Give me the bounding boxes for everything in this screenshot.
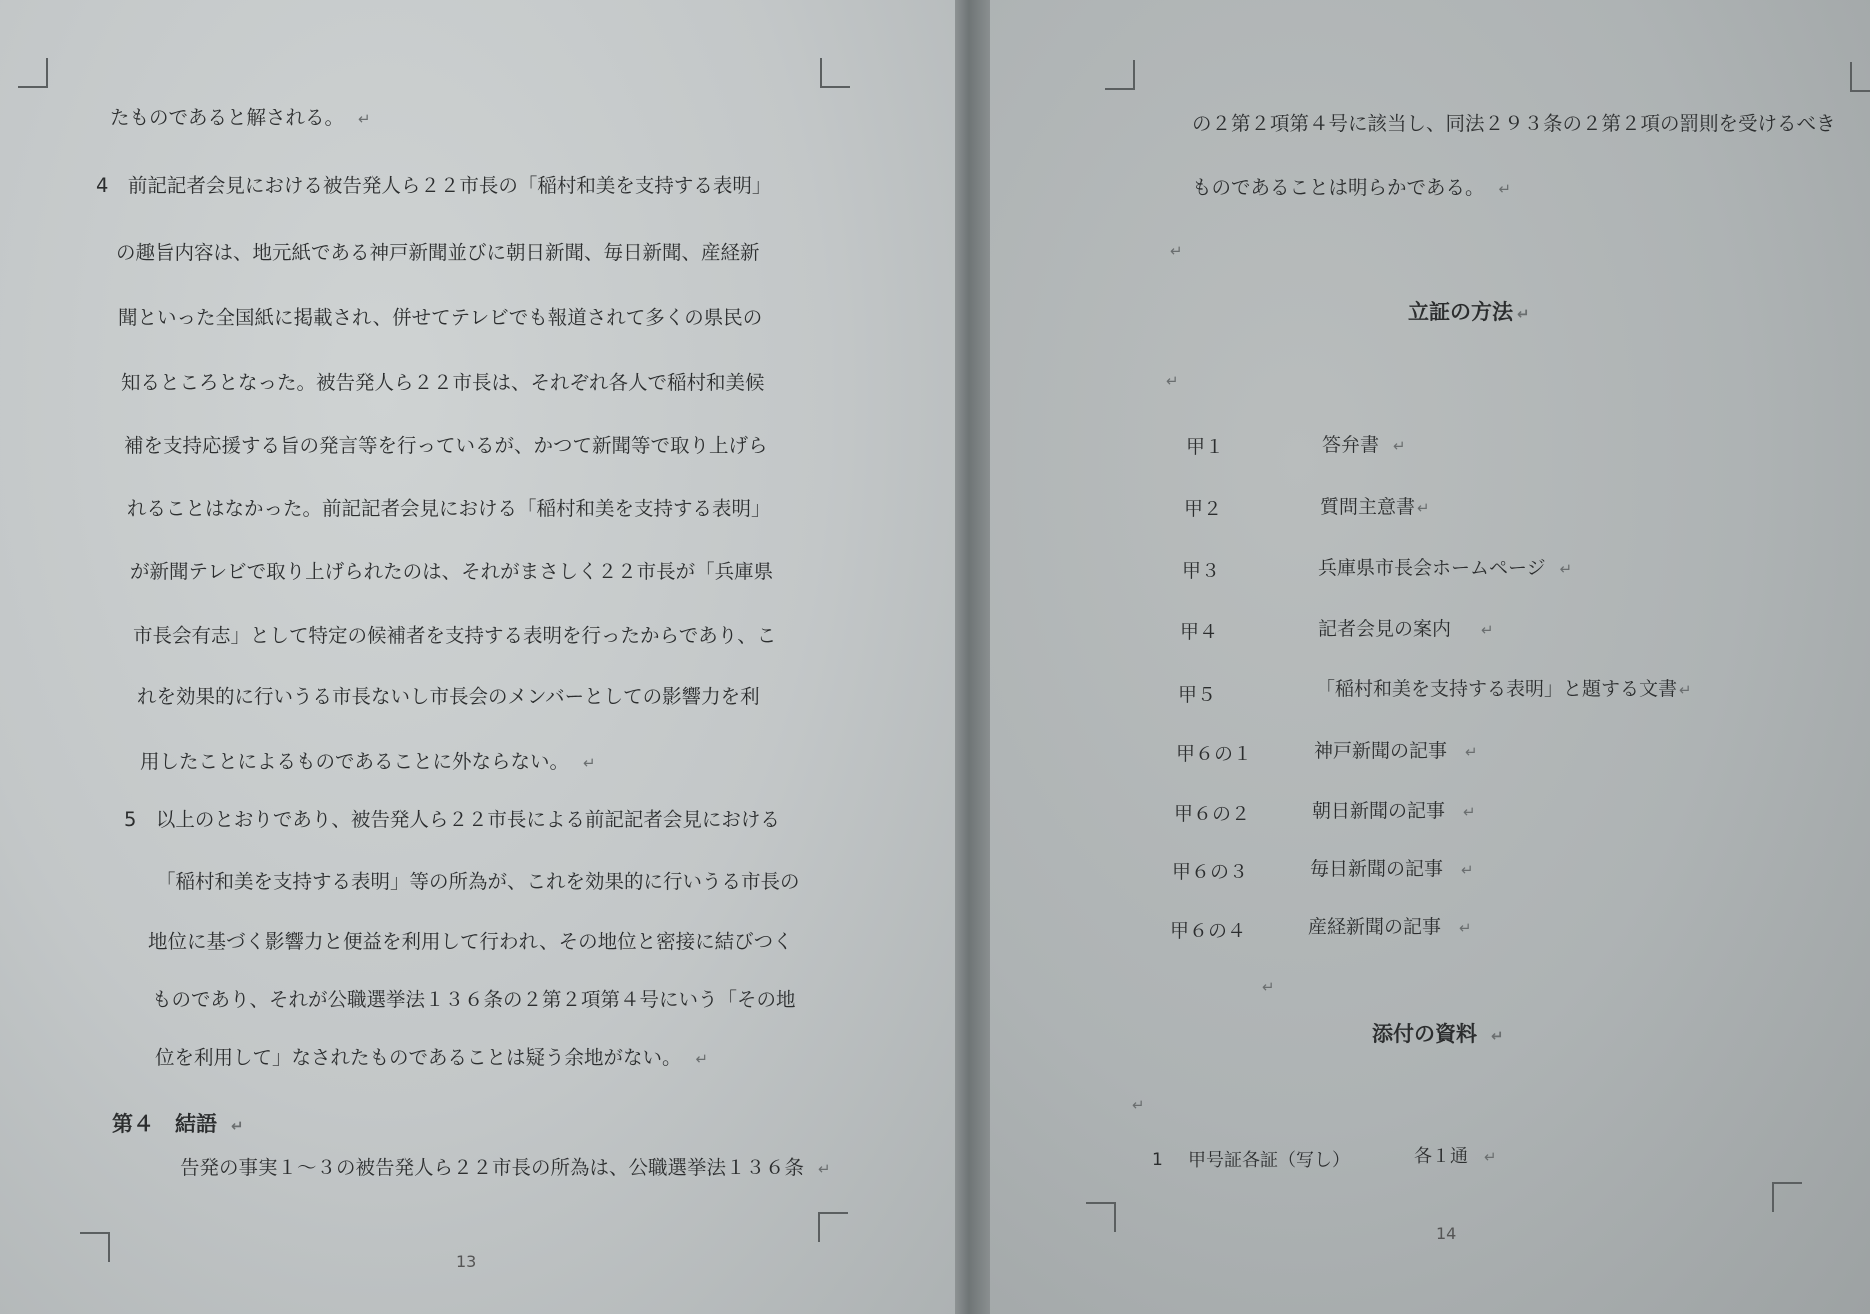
empty-paragraph: ↵: [1166, 372, 1179, 390]
body-line: 地位に基づく影響力と便益を利用して行われ、その地位と密接に結びつく: [148, 930, 793, 953]
body-line: の２第２項第４号に該当し、同法２９３条の２第２項の罰則を受けるべき: [1192, 112, 1836, 135]
evidence-document: 毎日新聞の記事 ↵: [1310, 858, 1474, 880]
body-line: ものであり、それが公職選挙法１３６条の２第２項第４号にいう「その地: [152, 988, 796, 1011]
evidence-document: 兵庫県市長会ホームページ ↵: [1318, 557, 1573, 579]
crop-mark-top-right: [1850, 62, 1870, 92]
page-number: 13: [456, 1252, 477, 1271]
empty-paragraph: ↵: [1170, 242, 1183, 260]
evidence-label: 甲３: [1182, 560, 1221, 582]
body-line: 市長会有志」として特定の候補者を支持する表明を行ったからであり、こ: [133, 624, 777, 647]
evidence-label: 甲２: [1184, 498, 1223, 520]
page-gutter: [955, 0, 990, 1314]
crop-mark-top-left: [18, 58, 48, 88]
evidence-heading: 立証の方法 ↵: [1408, 300, 1530, 324]
body-line: 知るところとなった。被告発人ら２２市長は、それぞれ各人で稲村和美候: [121, 371, 765, 394]
crop-mark-bottom-left: [80, 1232, 110, 1262]
evidence-document: 朝日新聞の記事 ↵: [1312, 800, 1476, 822]
body-line: 4 前記記者会見における被告発人ら２２市長の「稲村和美を支持する表明」: [96, 174, 772, 197]
body-line: が新聞テレビで取り上げられたのは、それがまさしく２２市長が「兵庫県: [130, 560, 774, 583]
body-line: たものであると解される。 ↵: [110, 106, 371, 129]
evidence-label: 甲６の４: [1170, 920, 1247, 942]
attachment-name: 甲号証各証（写し）: [1188, 1150, 1350, 1171]
evidence-document: 記者会見の案内 ↵: [1318, 618, 1494, 640]
evidence-label: 甲１: [1186, 436, 1225, 458]
empty-paragraph: ↵: [1262, 978, 1275, 996]
crop-mark-bottom-left: [1086, 1202, 1116, 1232]
evidence-document: 答弁書 ↵: [1322, 434, 1406, 456]
crop-mark-top-left: [1105, 60, 1135, 90]
right-page: [990, 0, 1870, 1314]
crop-mark-top-right: [820, 58, 850, 88]
section-heading: 第４ 結語 ↵: [112, 1112, 244, 1136]
evidence-label: 甲６の１: [1176, 743, 1253, 765]
evidence-document: 神戸新聞の記事 ↵: [1314, 740, 1478, 762]
body-line: れることはなかった。前記記者会見における「稲村和美を支持する表明」: [127, 497, 771, 520]
evidence-label: 甲６の２: [1174, 803, 1251, 825]
evidence-label: 甲４: [1180, 621, 1219, 643]
body-line: ものであることは明らかである。 ↵: [1192, 176, 1512, 199]
body-line: 告発の事実１～３の被告発人ら２２市長の所為は、公職選挙法１３６条 ↵: [180, 1156, 831, 1179]
evidence-document: 「稲村和美を支持する表明」と題する文書 ↵: [1316, 678, 1692, 700]
evidence-document: 質問主意書 ↵: [1320, 496, 1430, 518]
body-line: 補を支持応援する旨の発言等を行っているが、かつて新聞等で取り上げら: [124, 434, 768, 457]
body-line: 「稲村和美を支持する表明」等の所為が、これを効果的に行いうる市長の: [156, 870, 800, 893]
attachments-heading: 添付の資料 ↵: [1372, 1022, 1504, 1046]
crop-mark-bottom-right: [818, 1212, 848, 1242]
body-line: 位を利用して」なされたものであることは疑う余地がない。 ↵: [155, 1046, 709, 1069]
body-line: 用したことによるものであることに外ならない。 ↵: [140, 750, 596, 773]
evidence-document: 産経新聞の記事 ↵: [1308, 916, 1472, 938]
body-line: れを効果的に行いうる市長ないし市長会のメンバーとしての影響力を利: [137, 685, 760, 708]
empty-paragraph: ↵: [1132, 1096, 1145, 1114]
crop-mark-bottom-right: [1772, 1182, 1802, 1212]
evidence-label: 甲５: [1178, 684, 1217, 706]
body-line: 5 以上のとおりであり、被告発人ら２２市長による前記記者会見における: [124, 808, 780, 831]
attachment-number: 1: [1152, 1150, 1163, 1170]
body-line: の趣旨内容は、地元紙である神戸新聞並びに朝日新聞、毎日新聞、産経新: [116, 241, 760, 264]
attachment-count: 各１通 ↵: [1414, 1146, 1497, 1167]
page-number: 14: [1436, 1224, 1457, 1243]
evidence-label: 甲６の３: [1172, 861, 1249, 883]
body-line: 聞といった全国紙に掲載され、併せてテレビでも報道されて多くの県民の: [118, 306, 763, 329]
